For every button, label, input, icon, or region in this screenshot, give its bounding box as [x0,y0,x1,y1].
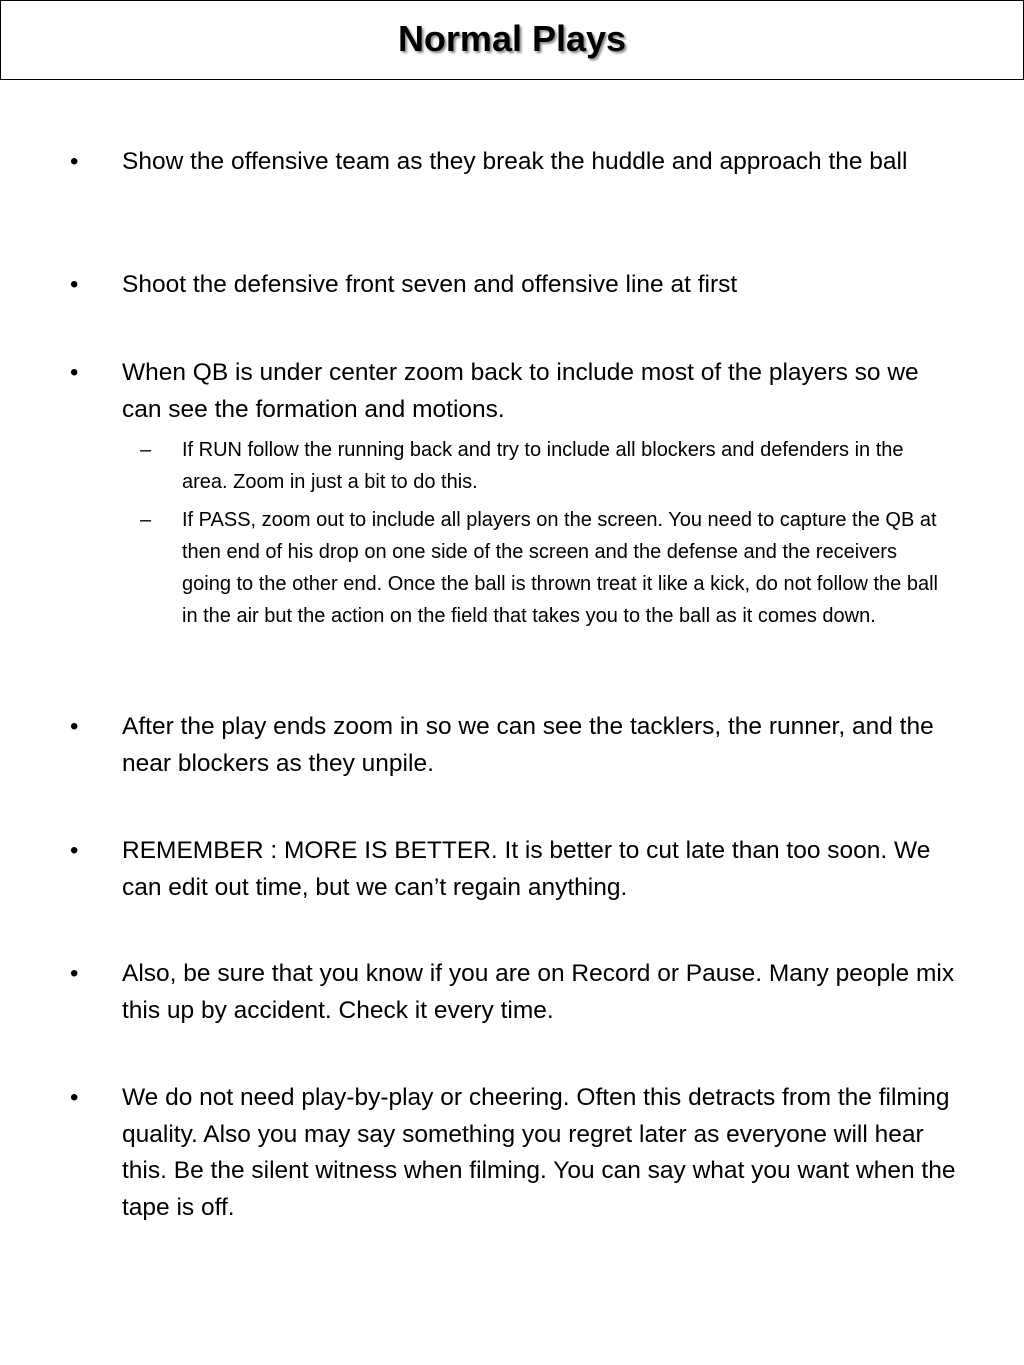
bullet-text: We do not need play-by-play or cheering. Often this detracts from the filming quality. Also you may say something you regret later as everyone will hear this. Be the silent witness when filming. You can say what you want when the tape is off. [122,1084,956,1221]
dash-marker: – [140,439,152,461]
bullet-marker: • [70,359,79,386]
bullet-marker: • [70,960,79,987]
title-box [0,0,1024,80]
dash-marker: – [140,509,152,531]
bullet-text: Show the offensive team as they break the huddle and approach the ball [122,148,908,175]
page-title: Normal Plays [397,18,627,59]
bullet-marker: • [70,713,79,740]
bullet-text: When QB is under center zoom back to include most of the players so we can see the formation and motions. [122,359,919,423]
bullet-marker: • [70,837,79,864]
bullet-text: Also, be sure that you know if you are on Record or Pause. Many people mix this up by accident. Check it every time. [122,960,955,1024]
bullet-text: REMEMBER : MORE IS BETTER. It is better to cut late than too soon. We can edit out time, but we can’t regain anything. [122,837,931,901]
bullet-marker: • [70,1084,79,1111]
bullet-marker: • [70,271,79,298]
bullet-text: After the play ends zoom in so we can see the tacklers, the runner, and the near blockers as they unpile. [122,713,934,777]
sub-item-text: If PASS, zoom out to include all players on the screen. You need to capture the QB at then end of his drop on one side of the screen and the defense and the receivers going to the other end. Once the ball is thrown treat it like a kick, do not follow the ball in the air but the action on the field that takes you to the ball as it comes down. [182,509,938,627]
sub-item-text: If RUN follow the running back and try to include all blockers and defenders in the area. Zoom in just a bit to do this. [182,439,904,493]
bullet-text: Shoot the defensive front seven and offensive line at first [122,271,738,298]
bullet-marker: • [70,148,79,175]
